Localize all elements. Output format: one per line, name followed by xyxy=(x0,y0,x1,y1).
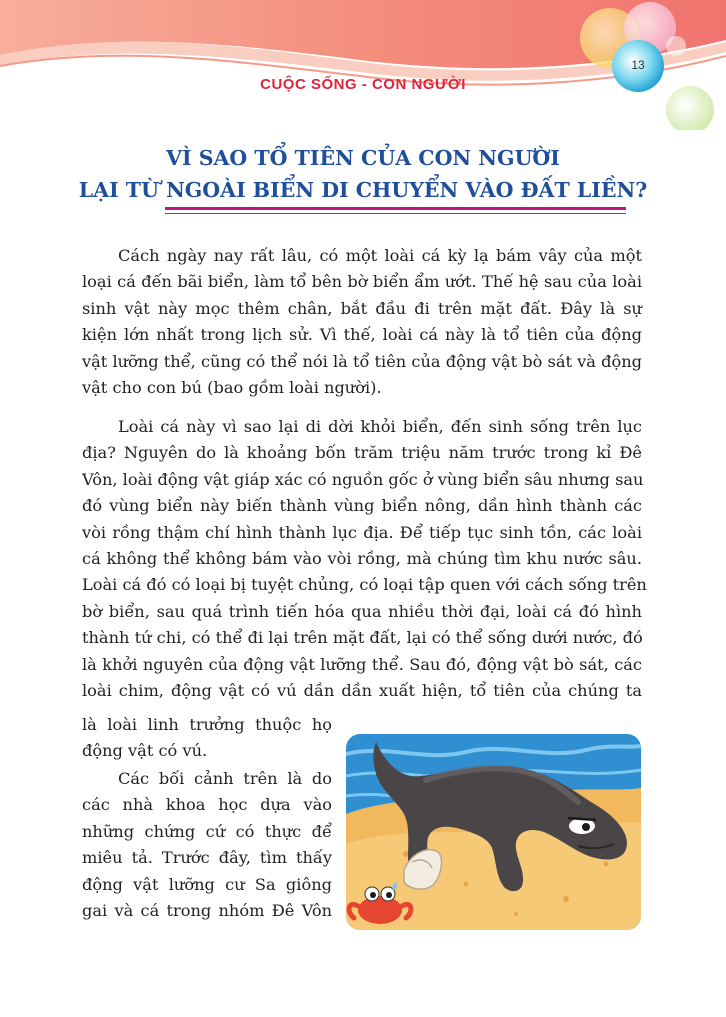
text-line: động vật lưỡng cư Sa giông xyxy=(82,874,332,894)
text-line: những chứng cứ có thực để xyxy=(82,821,332,841)
text-line: Các bối cảnh trên là do xyxy=(118,769,332,788)
text-line: thành tứ chi, có thể đi lại trên mặt đất, lại có thể sống dưới nước, đó xyxy=(82,628,643,648)
section-label-people: CON NGƯỜI xyxy=(371,76,466,93)
text-line: vật lưỡng thể, cũng có thể nói là tổ tiên của động vật bò sát và động xyxy=(82,351,642,371)
text-line: loài chim, động vật có vú dần dần xuất hiện, tổ tiên của chúng ta xyxy=(82,681,642,701)
salamander-crab-illustration xyxy=(346,734,641,930)
text-line: bờ biển, sau quá trình tiến hóa qua nhiều thời đại, loài cá đó hình xyxy=(82,601,642,621)
text-line: gai và cá trong nhóm Đê Vôn xyxy=(82,901,332,921)
text-line: miêu tả. Trước đây, tìm thấy xyxy=(82,848,332,868)
text-line: Loài cá này vì sao lại di dời khỏi biển, đến sinh sống trên lục xyxy=(118,417,642,436)
section-header xyxy=(0,76,726,93)
text-line: động vật có vú. xyxy=(82,741,208,761)
paragraph-2-tail xyxy=(82,712,332,765)
header-wave-decoration xyxy=(0,0,726,130)
text-line: loại cá đến bãi biển, làm tổ bên bờ biển ẩm ướt. Thế hệ sau của loài xyxy=(82,272,642,292)
title-line-1: VÌ SAO TỔ TIÊN CỦA CON NGƯỜI xyxy=(166,146,560,170)
title-underline-thin xyxy=(165,213,626,214)
text-line: các nhà khoa học dựa vào xyxy=(82,795,332,815)
section-separator: - xyxy=(361,76,368,93)
text-line: Vôn, loài động vật giáp xác có nguồn gốc ở vùng biển sâu nhưng sau xyxy=(82,469,644,489)
paragraph-1 xyxy=(82,243,642,401)
title-underline-thick xyxy=(165,207,626,210)
title-line-2: LẠI TỪ NGOÀI BIỂN DI CHUYỂN VÀO ĐẤT LIỀN? xyxy=(78,178,648,202)
paragraph-2 xyxy=(82,414,647,704)
section-label-life: CUỘC SỐNG xyxy=(260,76,358,93)
text-line: kiện lớn nhất trong lịch sử. Vì thế, loài cá này là tổ tiên của động xyxy=(82,325,642,345)
text-line: cá không thể không bám vào vòi rồng, mà chúng tìm khu nước sâu. xyxy=(82,549,642,569)
text-line: địa? Nguyên do là khoảng bốn trăm triệu năm trước trong kỉ Đê xyxy=(82,443,642,463)
text-line: Cách ngày nay rất lâu, có một loài cá kỳ lạ bám vây của một xyxy=(118,246,642,265)
text-line: sinh vật này mọc thêm chân, bắt đầu đi trên mặt đất. Đây là sự xyxy=(82,298,642,318)
page-number: 13 xyxy=(631,58,645,72)
text-line: vòi rồng thậm chí hình thành lục địa. Để tiếp tục sinh tồn, các loài xyxy=(82,522,642,542)
text-line: Loài cá đó có loại bị tuyệt chủng, có loại tập quen với cách sống trên xyxy=(82,575,647,595)
text-line: là loài linh trưởng thuộc họ xyxy=(82,715,332,734)
text-line: vật cho con bú (bao gồm loài người). xyxy=(82,378,382,398)
text-line: là khởi nguyên của động vật lưỡng thể. Sau đó, động vật bò sát, các xyxy=(82,654,642,674)
paragraph-3 xyxy=(82,766,332,924)
article-title xyxy=(60,142,666,206)
text-line: đó vùng biển này biến thành vùng biển nông, dần hình thành các xyxy=(82,496,642,516)
